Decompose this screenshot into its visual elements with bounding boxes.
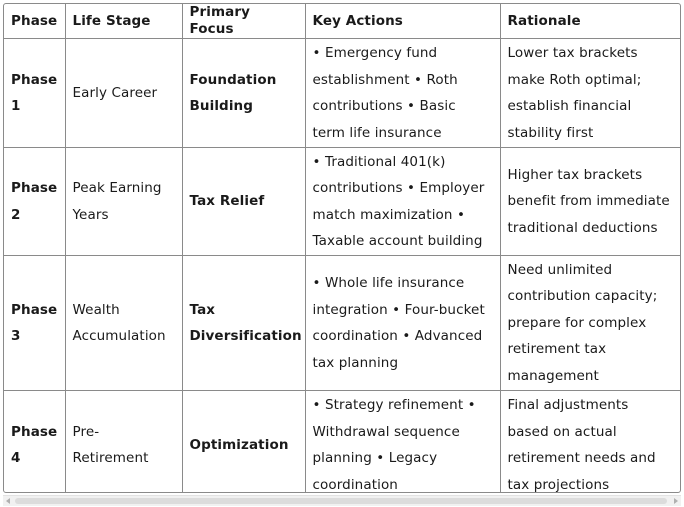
cell-phase: Phase 2 xyxy=(4,148,65,256)
cell-rationale: Need unlimited contribution capacity; prepare for complex retirement tax management xyxy=(500,256,681,391)
scroll-right-arrow-icon[interactable] xyxy=(674,498,678,504)
table-header-row xyxy=(4,4,681,39)
header-rationale: Rationale xyxy=(500,4,681,39)
cell-life-stage: Peak Earning Years xyxy=(65,148,182,256)
cell-primary-focus: Tax Diversification xyxy=(182,256,305,391)
horizontal-scrollbar[interactable] xyxy=(3,495,681,506)
cell-primary-focus: Foundation Building xyxy=(182,39,305,148)
table-row xyxy=(4,39,681,148)
table-row xyxy=(4,391,681,494)
table-row xyxy=(4,256,681,391)
table-row xyxy=(4,148,681,256)
cell-life-stage: Early Career xyxy=(65,39,182,148)
cell-rationale: Higher tax brackets benefit from immediate traditional deductions xyxy=(500,148,681,256)
table-container xyxy=(3,3,681,493)
scroll-left-arrow-icon[interactable] xyxy=(6,498,10,504)
cell-key-actions: • Traditional 401(k) contributions • Employer match maximization • Taxable account building xyxy=(305,148,500,256)
cell-phase: Phase 1 xyxy=(4,39,65,148)
header-phase: Phase xyxy=(4,4,65,39)
cell-phase: Phase 4 xyxy=(4,391,65,494)
cell-primary-focus: Optimization xyxy=(182,391,305,494)
cell-life-stage: Wealth Accumulation xyxy=(65,256,182,391)
scrollbar-thumb[interactable] xyxy=(15,498,667,504)
cell-primary-focus: Tax Relief xyxy=(182,148,305,256)
cell-rationale: Lower tax brackets make Roth optimal; establish financial stability first xyxy=(500,39,681,148)
cell-key-actions: • Strategy refinement • Withdrawal sequence planning • Legacy coordination xyxy=(305,391,500,494)
cell-key-actions: • Whole life insurance integration • Four-bucket coordination • Advanced tax planning xyxy=(305,256,500,391)
header-key-actions: Key Actions xyxy=(305,4,500,39)
phase-table xyxy=(4,4,681,493)
cell-life-stage: Pre-Retirement xyxy=(65,391,182,494)
cell-phase: Phase 3 xyxy=(4,256,65,391)
header-life-stage: Life Stage xyxy=(65,4,182,39)
cell-rationale: Final adjustments based on actual retirement needs and tax projections xyxy=(507,397,656,493)
header-primary-focus: Primary Focus xyxy=(182,4,305,39)
cell-key-actions: • Emergency fund establishment • Roth contributions • Basic term life insurance xyxy=(305,39,500,148)
